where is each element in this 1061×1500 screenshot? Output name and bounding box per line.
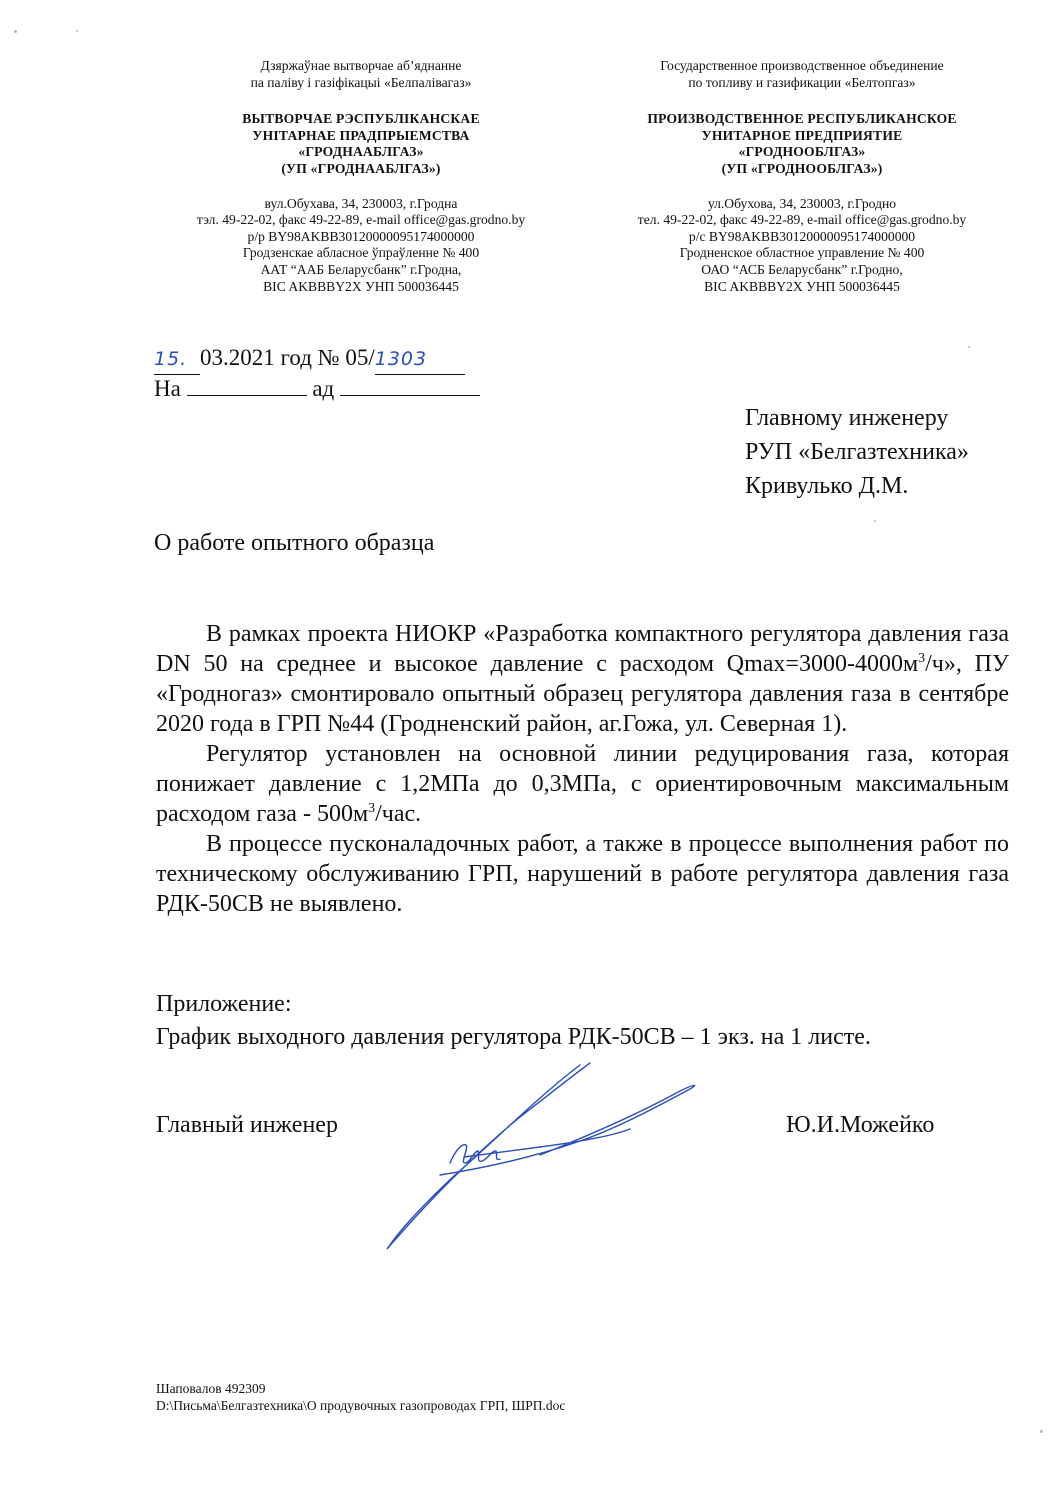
superscript-cube: 3	[918, 651, 926, 666]
parent-org-line-2: па паліву і газіфікацыі «Белпалівагаз»	[250, 74, 472, 90]
letter-body	[156, 619, 1009, 919]
contact-address: ул.Обухова, 34, 230003, г.Гродно	[707, 195, 897, 211]
letterhead-by	[166, 58, 556, 295]
executor-line: Шаповалов 492309	[156, 1381, 266, 1396]
org-name-line-2: УНИТАРНОЕ ПРЕДПРИЯТИЕ	[701, 127, 903, 143]
appendix-label: Приложение:	[156, 991, 292, 1017]
contact-bank: ОАО “АСБ Беларусбанк” г.Гродно,	[701, 261, 903, 277]
contact-phone: тэл. 49-22-02, факс 49-22-89, e-mail office@gas.grodno.by	[196, 212, 526, 228]
org-name-line-3: «ГРОДНООБЛГАЗ»	[738, 144, 866, 160]
org-name-line-4: (УП «ГРОДНААБЛГАЗ»)	[281, 160, 441, 176]
date-and-number-label: 03.2021 год № 05/	[200, 345, 375, 370]
appendix-item: График выходного давления регулятора РДК-50СВ – 1 экз. на 1 листе.	[156, 1024, 871, 1050]
contact-bank: ААТ “ААБ Беларусбанк” г.Гродна,	[260, 261, 462, 277]
contact-phone: тел. 49-22-02, факс 49-22-89, e-mail office@gas.grodno.by	[637, 212, 967, 228]
parent-org-line-1: Дзяржаўнае вытворчае аб’яднанне	[260, 58, 462, 73]
org-name-line-3: «ГРОДНААБЛГАЗ»	[298, 144, 424, 160]
signatory-position: Главный инженер	[156, 1112, 338, 1138]
scan-speck	[968, 346, 970, 348]
contact-bic: BIC AKBBBY2X УНП 500036445	[263, 278, 459, 294]
handwritten-signature	[370, 1055, 710, 1255]
scan-speck	[76, 30, 78, 32]
outgoing-number-field	[375, 343, 465, 375]
org-name-line-4: (УП «ГРОДНООБЛГАЗ»)	[721, 160, 883, 176]
parent-org-line-2: по топливу и газификации «Белтопгаз»	[688, 74, 916, 90]
appendix-block	[156, 988, 871, 1054]
paragraph-2-part-b: /час.	[375, 801, 422, 827]
document-footer	[156, 1380, 565, 1414]
contact-account: р/с BY98AKBB30120000095174000000	[688, 228, 916, 244]
contact-account: р/р BY98AKBB30120000095174000000	[247, 228, 475, 244]
superscript-cube: 3	[368, 801, 376, 816]
paragraph-1-part-b: /ч», ПУ «Гродногаз» смонтировало опытный образец регулятора давления газа в сентябре 2020 года в ГРП №44 (Гродненский район, аг.Гожа, ул. Северная 1).	[156, 651, 1009, 737]
addressee-block	[745, 401, 969, 503]
org-name-line-1: ПРОИЗВОДСТВЕННОЕ РЕСПУБЛИКАНСКОЕ	[647, 111, 957, 127]
letterhead-ru	[607, 58, 997, 295]
paragraph-1-part-a: В рамках проекта НИОКР «Разработка компактного регулятора давления газа DN 50 на среднее и высокое давление с расходом Qmax=3000-4000м	[156, 621, 1009, 677]
handwritten-day: 15.	[154, 348, 188, 370]
file-path-line: D:\Письма\Белгазтехника\О продувочных газопроводах ГРП, ШРП.doc	[156, 1398, 566, 1413]
paragraph-2-part-a: Регулятор установлен на основной линии редуцирования газа, которая понижает давление с 1,2МПа до 0,3МПа, с ориентировочным максимальным расходом газа - 500м	[156, 741, 1009, 827]
body-paragraph-2	[156, 739, 1009, 829]
handwritten-number: 1303	[374, 348, 428, 370]
reference-line	[154, 374, 480, 404]
body-paragraph-1	[156, 619, 1009, 739]
from-blank	[340, 375, 480, 396]
scan-speck	[1040, 1430, 1043, 1433]
scan-speck	[874, 520, 876, 522]
contact-bank-branch: Гродненское областное управление № 400	[679, 245, 925, 261]
parent-org-line-1: Государственное производственное объединение	[660, 58, 944, 73]
addressee-line-1: Главному инженеру	[745, 405, 949, 431]
org-name-line-2: УНІТАРНАЕ ПРАДПРЫЕМСТВА	[252, 127, 470, 143]
outgoing-number-line	[154, 343, 465, 375]
on-label: На	[154, 376, 181, 401]
on-blank	[187, 375, 307, 396]
addressee-line-3: Кривулько Д.М.	[745, 473, 909, 499]
body-paragraph-3: В процессе пусконаладочных работ, а также в процессе выполнения работ по техническому обслуживанию ГРП, нарушений в работе регулятора давления газа РДК-50СВ не выявлено.	[156, 831, 1009, 917]
from-label: ад	[312, 376, 335, 401]
org-name-line-1: ВЫТВОРЧАЕ РЭСПУБЛІКАНСКАЕ	[242, 111, 480, 127]
signatory-name: Ю.И.Можейко	[786, 1112, 935, 1138]
letter-subject: О работе опытного образца	[154, 530, 435, 556]
contact-bic: BIC AKBBBY2X УНП 500036445	[704, 278, 900, 294]
contact-address: вул.Обухава, 34, 230003, г.Гродна	[264, 195, 458, 211]
date-day-field	[154, 343, 200, 375]
contact-bank-branch: Гродзенскае абласное ўпраўленне № 400	[242, 245, 480, 261]
addressee-line-2: РУП «Белгазтехника»	[745, 439, 969, 465]
scan-speck	[14, 30, 17, 33]
